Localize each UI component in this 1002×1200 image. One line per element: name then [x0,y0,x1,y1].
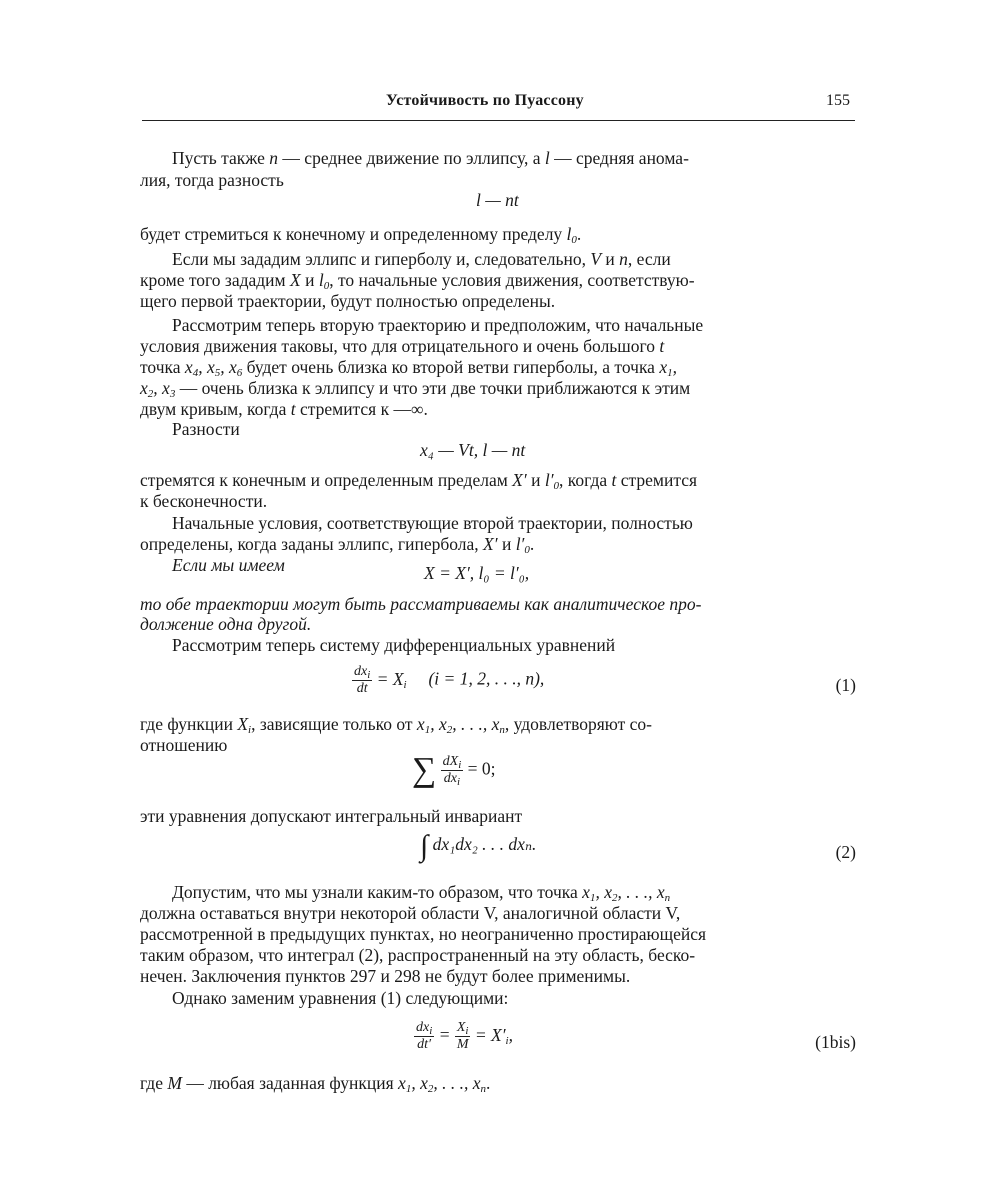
equation-differences: x₄ — Vt, l — nt [420,440,526,460]
equation-1: $\frac{dx_i}{dt}$ = $X_i$ (i = 1, 2, . . ., n), [354,664,545,696]
paragraph-4-line-2: условия движения таковы, что для отрицательного и очень большого t [140,336,665,356]
paragraph-12-line-4: таким образом, что интеграл (2), распространенный на эту область, беско- [140,945,696,965]
paragraph-12-line-5: нечен. Заключения пунктов 297 и 298 не будут более применимы. [140,966,631,986]
paragraph-4-line-3: точка $x_4$, $x_5$, $x_6$ будет очень близка ко второй ветви гиперболы, а точка $x_1$, [140,357,677,379]
theorem-line-3: должение одна другой. [140,614,312,634]
header-rule [142,120,855,121]
paragraph-4-line-4: $x_2$, $x_3$ — очень близка к эллипсу и что эти две точки приближаются к этим [140,378,691,400]
paragraph-6-line-2: к бесконечности. [140,491,268,511]
paragraph-6-line-1: стремятся к конечным и определенным пределам X′ и $l'_0$, когда t стремится [140,470,698,492]
paragraph-11: эти уравнения допускают интегральный инвариант [140,806,523,826]
paragraph-4-line-5: двум кривым, когда t стремится к —∞. [140,399,428,419]
paragraph-2: будет стремиться к конечному и определенному пределу $l_0$. [140,224,582,246]
page-number: 155 [826,92,850,109]
paragraph-9: Рассмотрим теперь систему дифференциальных уравнений [172,635,616,655]
paragraph-1-line-1: Пусть также n — среднее движение по эллипсу, а l — средняя анома- [172,148,689,168]
paragraph-5: Разности [172,419,240,439]
running-header-title: Устойчивость по Пуассону [386,92,584,109]
paragraph-13: Однако заменим уравнения (1) следующими: [172,988,509,1008]
equation-2: ∫ dx₁dx₂ . . . dxₙ. [420,829,537,863]
paragraph-10-line-2: отношению [140,735,228,755]
paragraph-7-line-2: определены, когда заданы эллипс, гипербола, X′ и $l'_0$. [140,534,535,556]
paragraph-12-line-2: должна оставаться внутри некоторой области V, аналогичной области V, [140,903,681,923]
theorem-line-2: то обе траектории могут быть рассматриваемы как аналитическое про- [140,594,702,614]
paragraph-1-line-2: лия, тогда разность [140,170,284,190]
equation-1bis: $\frac{dx_i}{dt'}$ = $\frac{X_i}{M}$ = $X'_i$, [416,1020,513,1052]
paragraph-3-line-3: щего первой траектории, будут полностью определены. [140,291,556,311]
equation-1bis-number: (1bis) [815,1032,856,1052]
equation-1-number: (1) [835,675,856,695]
paragraph-7-line-1: Начальные условия, соответствующие второй траектории, полностью [172,513,693,533]
paragraph-4-line-1: Рассмотрим теперь вторую траекторию и предположим, что начальные [172,315,704,335]
paragraph-3-line-1: Если мы зададим эллипс и гиперболу и, следовательно, V и n, если [172,249,671,269]
equation-2-number: (2) [835,842,856,862]
paragraph-12-line-1: Допустим, что мы узнали каким-то образом, что точка $x_1$, $x_2$, . . ., $x_n$ [172,882,671,904]
paragraph-10-line-1: где функции $X_i$, зависящие только от $x_1$, $x_2$, . . ., $x_n$, удовлетворяют со- [140,714,653,736]
equation-equal: X = X′, l₀ = l′₀, [424,563,530,583]
equation-l-nt: l — nt [476,190,519,210]
theorem-line-1: Если мы имеем [172,555,285,575]
paragraph-12-line-3: рассмотренной в предыдущих пунктах, но неограниченно простирающейся [140,924,707,944]
paragraph-14: где M — любая заданная функция $x_1$, $x_2$, . . ., $x_n$. [140,1073,491,1095]
equation-divergence: ∑ $\frac{dX_i}{dx_i}$ = 0; [412,751,496,789]
paragraph-3-line-2: кроме того зададим X и $l_0$, то начальные условия движения, соответствую- [140,270,695,292]
